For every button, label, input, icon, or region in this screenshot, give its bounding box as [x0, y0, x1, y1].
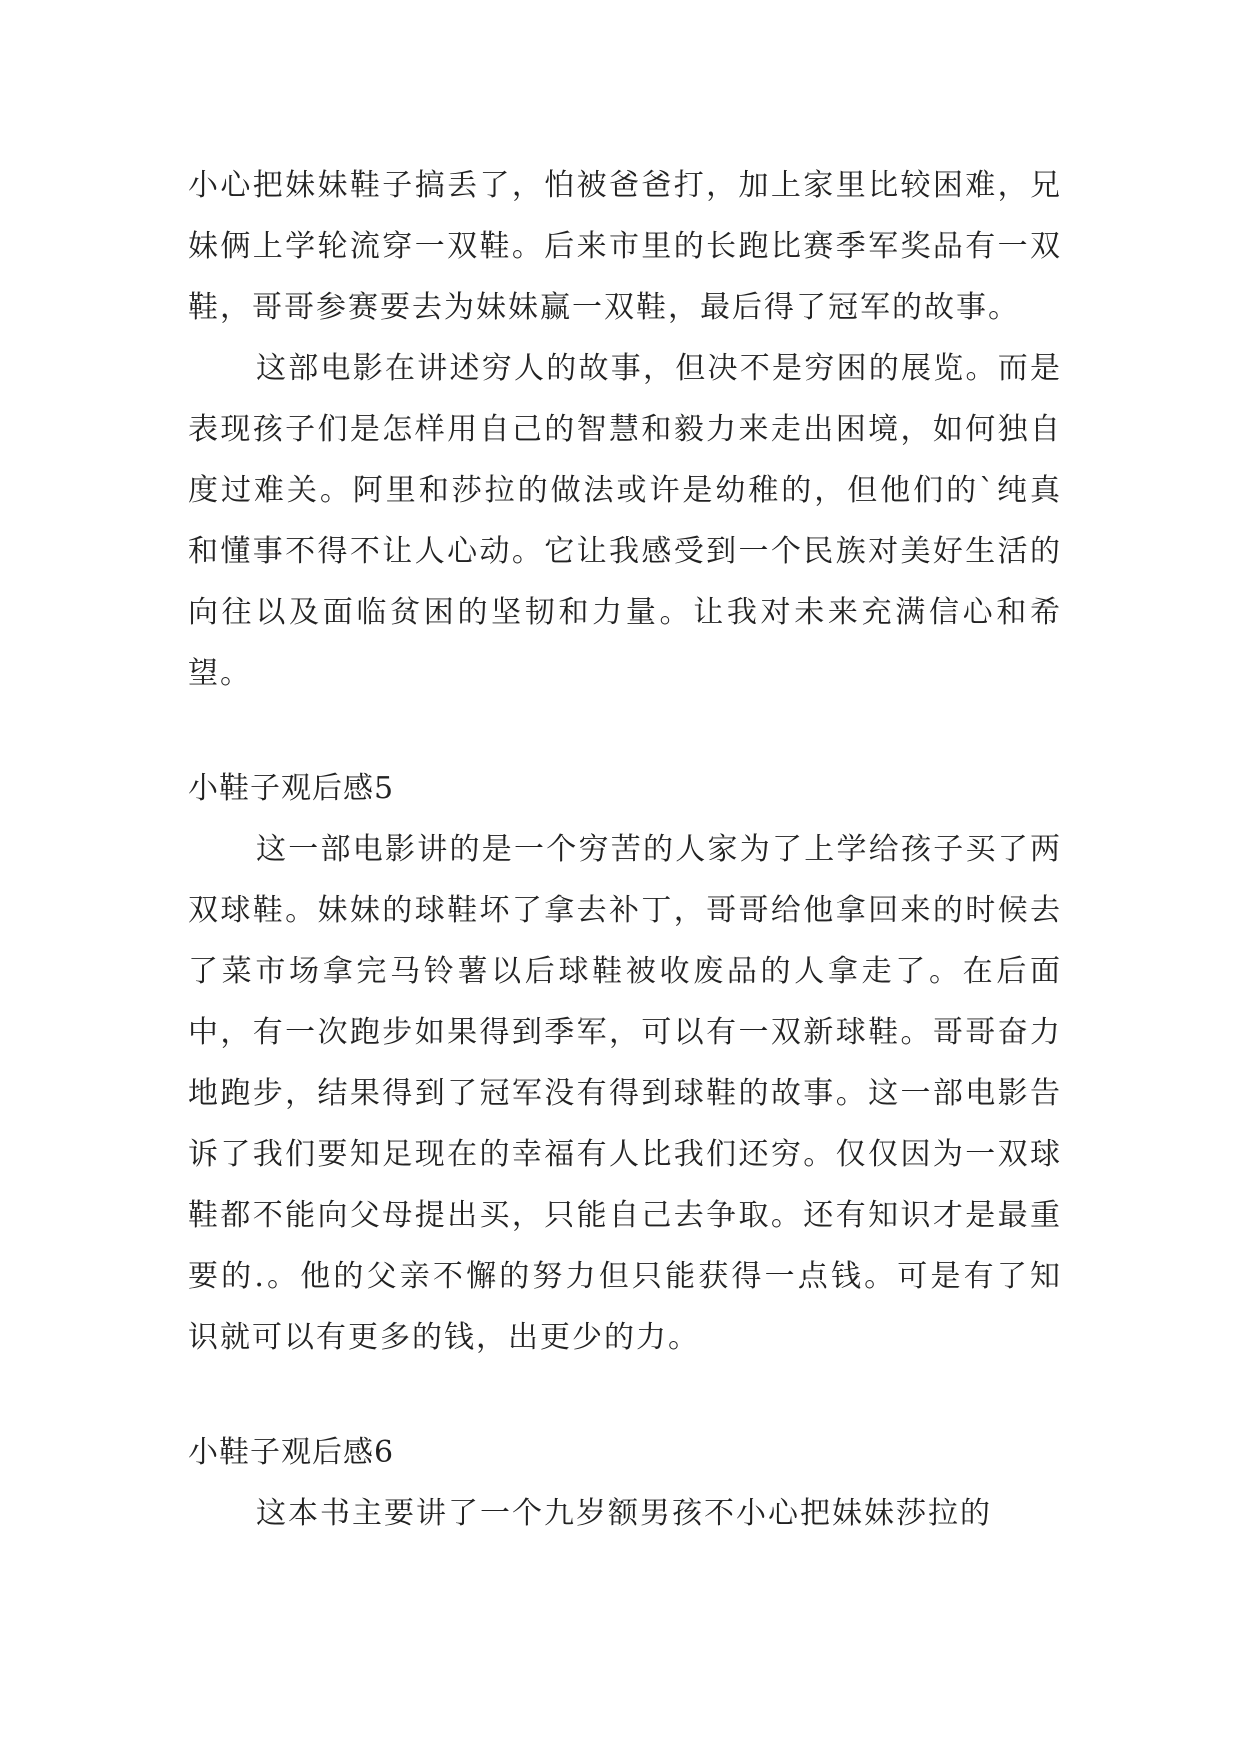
paragraph: 这本书主要讲了一个九岁额男孩不小心把妹妹莎拉的 — [256, 1496, 992, 1531]
section-gap — [188, 1368, 1062, 1422]
section-gap — [188, 704, 1062, 758]
document-body — [188, 155, 1062, 1544]
paragraph: 这部电影在讲述穷人的故事，但决不是穷困的展览。而是表现孩子们是怎样用自己的智慧和毅力来走出困境，如何独自度过难关。阿里和莎拉的做法或许是幼稚的，但他们的`纯真和懂事不得不让人心动。它让我感受到一个民族对美好生活的向往以及面临贫困的坚韧和力量。让我对未来充满信心和希望。 — [188, 351, 1062, 691]
paragraph-continued: 小心把妹妹鞋子搞丢了，怕被爸爸打，加上家里比较困难，兄妹俩上学轮流穿一双鞋。后来市里的长跑比赛季军奖品有一双鞋，哥哥参赛要去为妹妹赢一双鞋，最后得了冠军的故事。 — [188, 168, 1062, 325]
section-heading: 小鞋子观后感5 — [188, 771, 395, 806]
paragraph: 这一部电影讲的是一个穷苦的人家为了上学给孩子买了两双球鞋。妹妹的球鞋坏了拿去补丁，哥哥给他拿回来的时候去了菜市场拿完马铃薯以后球鞋被收废品的人拿走了。在后面中，有一次跑步如果得到季军，可以有一双新球鞋。哥哥奋力地跑步，结果得到了冠军没有得到球鞋的故事。这一部电影告诉了我们要知足现在的幸福有人比我们还穷。仅仅因为一双球鞋都不能向父母提出买，只能自己去争取。还有知识才是最重要的.。他的父亲不懈的努力但只能获得一点钱。可是有了知识就可以有更多的钱，出更少的力。 — [188, 832, 1062, 1355]
section-heading: 小鞋子观后感6 — [188, 1435, 395, 1470]
